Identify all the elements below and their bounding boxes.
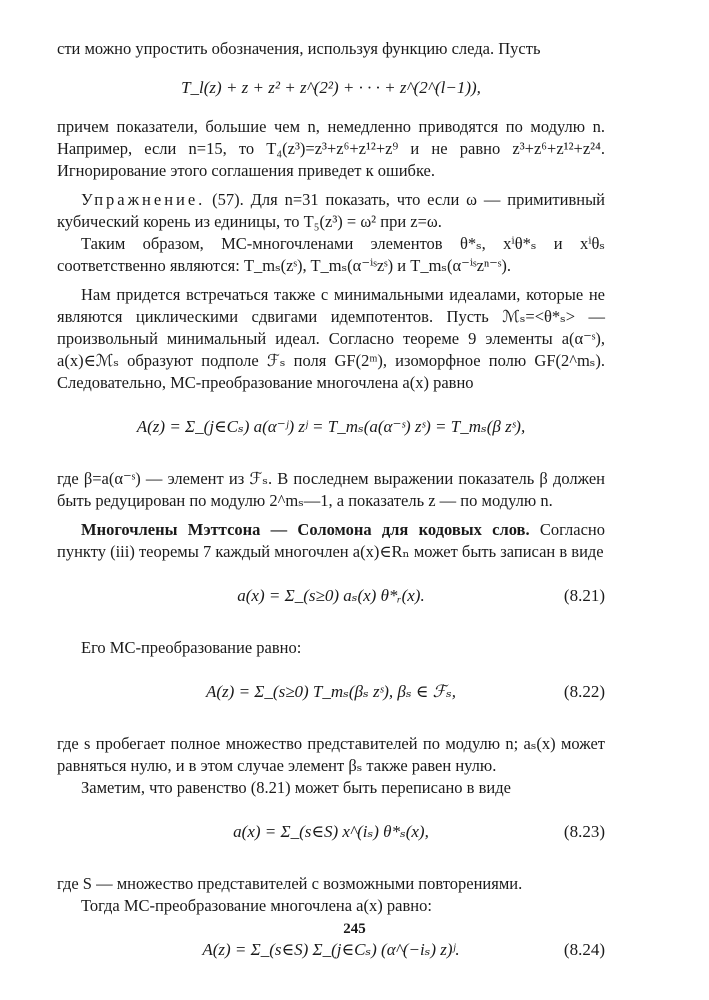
formula-8-21 [57,571,605,629]
exercise-label: Упражнение. [81,190,206,209]
formula-8-23-text: a(x) = Σ_(s∈S) x^(iₛ) θ*ₛ(x), [233,822,429,841]
exercise-text: (57). Для n=31 показать, что если ω — примитивный кубический корень из единицы, то T₅(z³) = ω² при z=ω. [57,190,605,231]
paragraph-mc-polynomials: Таким образом, МС-многочленами элементов θ*ₛ, xⁱθ*ₛ и xⁱθₛ соответственно являются: T_mₛ(zˢ), T_mₛ(α⁻ⁱˢzˢ) и T_mₛ(α⁻ⁱˢzⁿ⁻ˢ). [57,234,605,275]
paragraph-intro: сти можно упростить обозначения, используя функцию следа. Пусть [57,39,541,58]
paragraph-its-transform: Его МС-преобразование равно: [81,638,302,657]
paragraph-representatives: где s пробегает полное множество представителей по модулю n; aₛ(x) может равняться нулю, и в этом случае элемент βₛ также равен нулю. [57,734,605,775]
codewords-text: Согласно пункту (iii) теоремы 7 каждый многочлен a(x)∈Rₙ может быть записан в виде [57,520,605,561]
formula-8-21-number: (8.21) [563,586,605,605]
formula-8-23 [57,807,605,865]
formula-8-22 [57,667,605,725]
formula-8-23-number: (8.23) [563,822,605,841]
paragraph-example: причем показатели, большие чем n, немедленно приводятся по модулю n. Например, если n=15, то T₄(z³)=z³+z⁶+z¹²+z⁹ и не равно z³+z⁶+z¹²+z²⁴. Игнорирование этого соглашения приведет к ошибке. [57,117,605,180]
formula-trace-text: T_l(z) + z + z² + z^(2²) + · · · + z^(2^(l−1)), [181,78,481,97]
formula-8-22-text: A(z) = Σ_(s≥0) T_mₛ(βₛ zˢ), βₛ ∈ ℱₛ, [206,682,456,701]
page-number: 245 [343,921,366,937]
formula-8-24-text: A(z) = Σ_(s∈S) Σ_(j∈Cₛ) (α^(−iₛ) z)ʲ. [202,940,460,959]
paragraph-minimal-ideals: Нам придется встречаться также с минимальными идеалами, которые не являются циклическими сдвигами идемпотентов. Пусть ℳₛ=<θ*ₛ> — произвольный минимальный идеал. Согласно теореме 9 элементы a(α⁻ˢ), a(x)∈ℳₛ образуют подполе ℱₛ поля GF(2ᵐ), изоморфное полю GF(2^mₛ). Следовательно, МС-преобразование многочлена a(x) равно [57,285,605,392]
formula-trace [57,68,605,108]
formula-mc-transform [57,402,605,460]
paragraph-beta: где β=a(α⁻ˢ) — элемент из ℱₛ. В последнем выражении показатель β должен быть редуцирован по модулю 2^mₛ—1, а показатель z — по модулю n. [57,469,605,510]
formula-8-24-number: (8.24) [563,940,605,959]
formula-mc-transform-text: A(z) = Σ_(j∈Cₛ) a(α⁻ʲ) zʲ = T_mₛ(a(α⁻ˢ) zˢ) = T_mₛ(β zˢ), [136,417,526,436]
paragraph-codewords [57,519,605,563]
paragraph-set-s: где S — множество представителей с возможными повторениями. [57,874,523,893]
paragraph-then: Тогда МС-преобразование многочлена a(x) равно: [81,896,432,915]
section-heading: Многочлены Мэттсона — Соломона для кодовых слов. [81,520,530,539]
formula-8-21-text: a(x) = Σ_(s≥0) aₛ(x) θ*ᵣ(x). [237,586,425,605]
formula-8-22-number: (8.22) [563,682,605,701]
paragraph-exercise [57,189,605,233]
paragraph-rewrite: Заметим, что равенство (8.21) может быть переписано в виде [81,778,511,797]
